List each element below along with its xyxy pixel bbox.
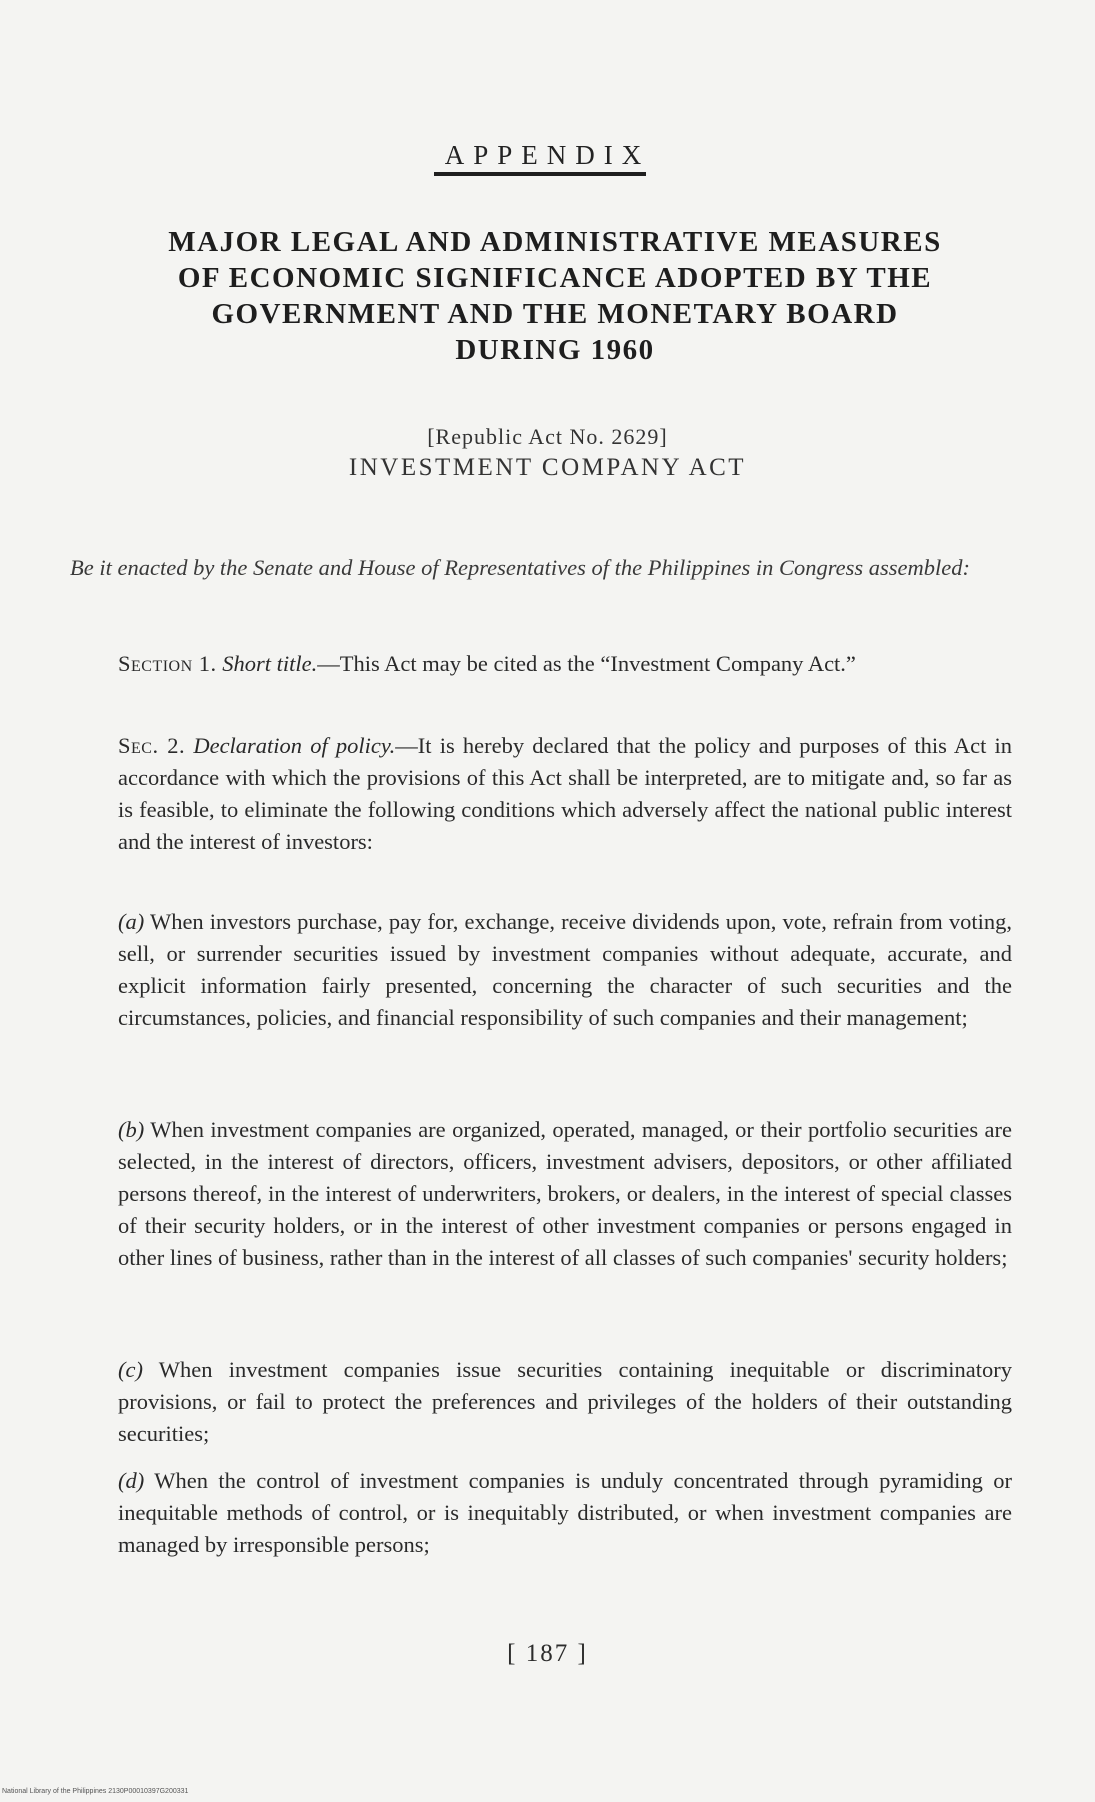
section-1-label: Section 1. <box>118 651 217 676</box>
title-line: DURING 1960 <box>455 334 655 366</box>
paragraph-b <box>70 1114 1012 1274</box>
act-heading <box>0 422 1095 484</box>
title-line: OF ECONOMIC SIGNIFICANCE ADOPTED BY THE <box>177 262 933 294</box>
paragraph-letter: (c) <box>118 1357 143 1382</box>
scan-footer: National Library of the Philippines 2130P00010397G200331 <box>2 1788 189 1795</box>
section-2-heading: Declaration of policy. <box>193 733 396 758</box>
section-2-label: Sec. 2. <box>118 733 186 758</box>
appendix-underline <box>434 172 646 176</box>
paragraph-text: When the control of investment companies is unduly concentrated through pyramiding or inequitable methods of control, or is inequitably distributed, or when investment companies are managed by irresponsible persons; <box>118 1468 1013 1557</box>
section-1 <box>70 648 1012 680</box>
section-1-heading: Short title. <box>222 651 318 676</box>
paragraph-text: When investment companies are organized, operated, managed, or their portfolio securities are selected, in the interest of directors, officers, investment advisers, depositors, or other affiliated persons thereof, in the interest of underwriters, brokers, or dealers, in the interest of special classes of their security holders, or in the interest of other investment companies or persons engaged in other lines of business, rather than in the interest of all classes of such companies' security holders; <box>118 1117 1012 1270</box>
paragraph-d <box>70 1465 1012 1561</box>
paragraph-c <box>70 1354 1012 1450</box>
section-2 <box>70 730 1012 858</box>
act-reference: [Republic Act No. 2629] <box>427 424 668 449</box>
section-2-text: —It is hereby declared that the policy and purposes of this Act in accordance with which the provisions of this Act shall be interpreted, are to mitigate and, so far as is feasible, to eliminate the following conditions which adversely affect the national public interest and the interest of investors: <box>118 733 1013 854</box>
title-line: MAJOR LEGAL AND ADMINISTRATIVE MEASURES <box>168 226 942 258</box>
paragraph-a <box>70 906 1012 1034</box>
document-title <box>120 224 990 368</box>
paragraph-letter: (a) <box>118 909 145 934</box>
act-name: INVESTMENT COMPANY ACT <box>348 454 747 481</box>
paragraph-letter: (b) <box>118 1117 145 1142</box>
title-line: GOVERNMENT AND THE MONETARY BOARD <box>211 298 899 330</box>
appendix-heading: APPENDIX <box>444 140 651 170</box>
paragraph-text: When investors purchase, pay for, exchange, receive dividends upon, vote, refrain from voting, sell, or surrender securities issued by investment companies without adequate, accurate, and explicit information fairly presented, concerning the character of such securities and the circumstances, policies, and financial responsibility of such companies and their management; <box>118 909 1013 1030</box>
enacting-clause: Be it enacted by the Senate and House of Representatives of the Philippines in Congress assembled: <box>70 555 971 580</box>
paragraph-letter: (d) <box>118 1468 145 1493</box>
paragraph-text: When investment companies issue securities containing inequitable or discriminatory provisions, or fail to protect the preferences and privileges of the holders of their outstanding securities; <box>118 1357 1012 1446</box>
section-1-text: —This Act may be cited as the “Investment Company Act.” <box>317 651 856 676</box>
page-number: [ 187 ] <box>507 1640 588 1667</box>
